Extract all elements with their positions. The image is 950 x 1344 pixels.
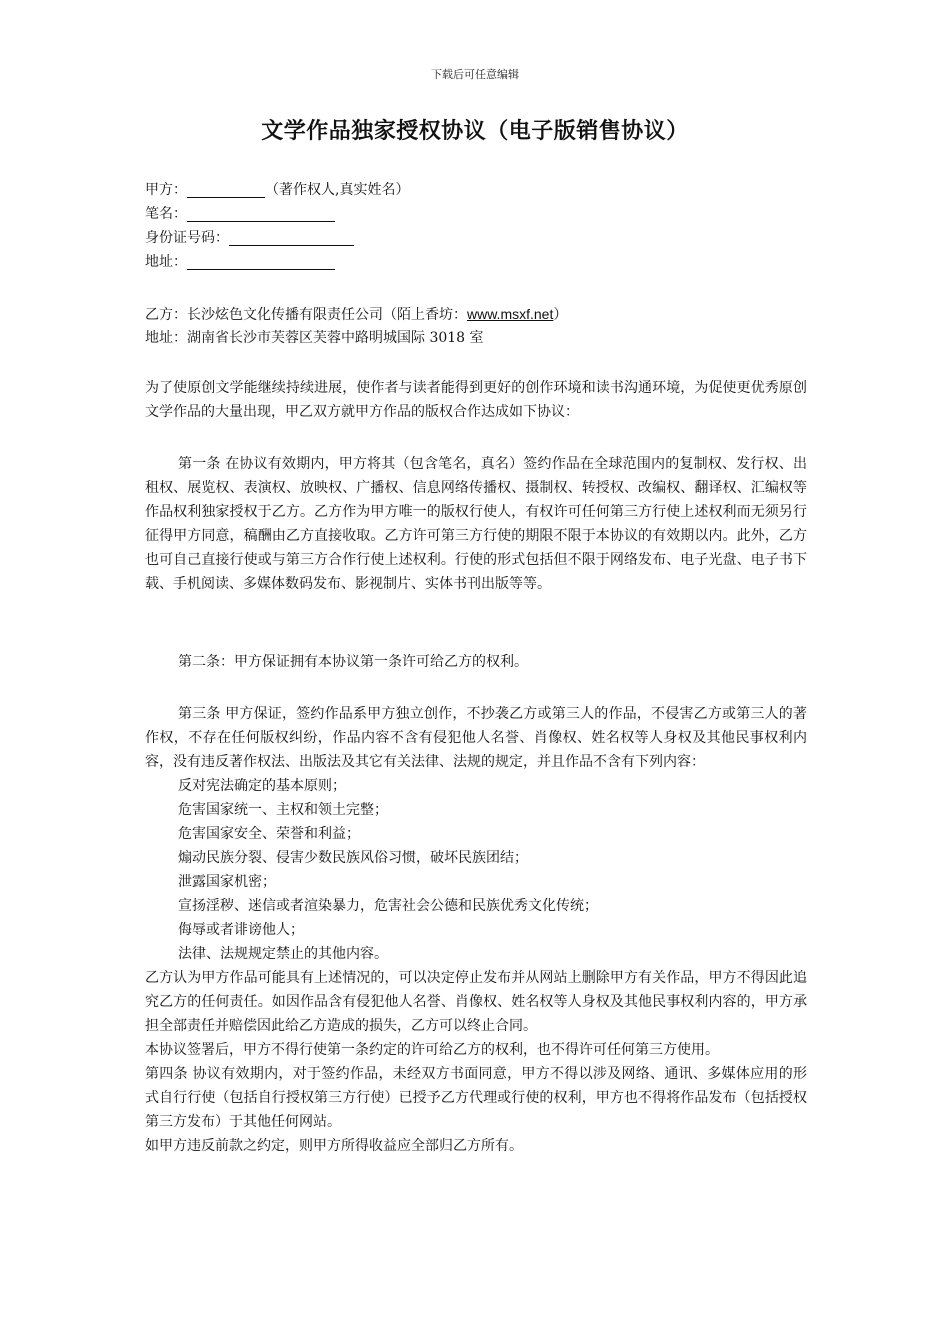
- prohibited-item: 煽动民族分裂、侵害少数民族风俗习惯，破坏民族团结；: [178, 850, 528, 866]
- article-2-paragraph: 第二条：甲方保证拥有本协议第一条许可给乙方的权利。: [178, 654, 528, 670]
- article-1-paragraph: 第一条 在协议有效期内，甲方将其（包含笔名，真名）签约作品在全球范围内的复制权、发行权、出租权、展览权、表演权、放映权、广播权、信息网络传播权、摄制权、转授权、改编权、翻译权、汇编权等作品权利独家授权于乙方。乙方作为甲方唯一的版权行使人，有权许可任何第三方行使上述权利而无须另行征得甲方同意，稿酬由乙方直接收取。乙方许可第三方行使的期限不限于本协议的有效期以内。此外，乙方也可自己直接行使或与第三方合作行使上述权利。行使的形式包括但不限于网络发布、电子光盘、电子书下载、手机阅读、多媒体数码发布、影视制片、实体书刊出版等等。: [145, 456, 807, 592]
- document-title: 文学作品独家授权协议（电子版销售协议）: [261, 118, 689, 144]
- id-number-label: 身份证号码：: [145, 230, 229, 246]
- article-2-section: [145, 650, 807, 674]
- article-3-section: [145, 702, 807, 1158]
- party-a-name-line: [145, 178, 807, 202]
- party-b-line: [145, 302, 807, 326]
- pen-name-label: 笔名：: [145, 206, 187, 222]
- prohibited-item: 危害国家安全、荣誉和利益；: [178, 826, 360, 842]
- article-3-consequence: 乙方认为甲方作品可能具有上述情况的，可以决定停止发布并从网站上删除甲方有关作品，甲方不得因此追究乙方的任何责任。如因作品含有侵犯他人名誉、肖像权、姓名权等人身权及其他民事权利内容的，甲方承担全部责任并赔偿因此给乙方造成的损失，乙方可以终止合同。: [145, 970, 807, 1034]
- prohibited-item: 危害国家统一、主权和领土完整；: [178, 802, 388, 818]
- party-b-company-end: ）: [553, 307, 568, 323]
- article-4-paragraph: 第四条 协议有效期内，对于签约作品，未经双方书面同意，甲方不得以涉及网络、通讯、多媒体应用的形式自行行使（包括自行授权第三方行使）已授予乙方代理或行使的权利，甲方也不得将作品发布（包括授权第三方发布）于其他任何网站。: [145, 1066, 807, 1130]
- party-b-company: 长沙炫色文化传播有限责任公司（陌上香坊：: [187, 307, 467, 323]
- prohibited-item: 反对宪法确定的基本原则；: [178, 778, 346, 794]
- party-b-address: 地址：湖南省长沙市芙蓉区芙蓉中路明城国际 3018 室: [145, 330, 484, 346]
- party-a-label: 甲方：: [145, 182, 187, 198]
- article-3-paragraph: 第三条 甲方保证，签约作品系甲方独立创作，不抄袭乙方或第三人的作品，不侵害乙方或第三人的著作权，不存在任何版权纠纷，作品内容不含有侵犯他人名誉、肖像权、姓名权等人身权及其他民事权利内容，没有违反著作权法、出版法及其它有关法律、法规的规定，并且作品不含有下列内容：: [145, 706, 807, 770]
- party-a-address-line: [145, 250, 807, 274]
- pen-name-blank[interactable]: [187, 204, 335, 222]
- party-a-note: （著作权人,真实姓名）: [265, 182, 410, 198]
- website-link[interactable]: www.msxf.net: [467, 306, 554, 322]
- article-1-section: [145, 452, 807, 596]
- party-a-address-blank[interactable]: [187, 252, 335, 270]
- id-number-blank[interactable]: [229, 228, 354, 246]
- intro-paragraph: 为了使原创文学能继续持续进展，使作者与读者能得到更好的创作环境和读书沟通环境，为促使更优秀原创文学作品的大量出现，甲乙双方就甲方作品的版权合作达成如下协议：: [145, 380, 807, 420]
- party-a-section: [145, 178, 807, 274]
- pen-name-line: [145, 202, 807, 226]
- party-a-address-label: 地址：: [145, 254, 187, 270]
- violation-paragraph: 如甲方违反前款之约定，则甲方所得收益应全部归乙方所有。: [145, 1138, 523, 1154]
- after-signing-paragraph: 本协议签署后，甲方不得行使第一条约定的许可给乙方的权利，也不得许可任何第三方使用。: [145, 1042, 719, 1058]
- prohibited-item: 宣扬淫秽、迷信或者渲染暴力，危害社会公德和民族优秀文化传统；: [178, 898, 598, 914]
- prohibited-item: 泄露国家机密；: [178, 874, 276, 890]
- party-b-section: [145, 302, 807, 350]
- prohibited-item: 侮辱或者诽谤他人；: [178, 922, 304, 938]
- party-b-label: 乙方：: [145, 307, 187, 323]
- id-number-line: [145, 226, 807, 250]
- prohibited-item: 法律、法规规定禁止的其他内容。: [178, 946, 388, 962]
- party-a-name-blank[interactable]: [187, 180, 265, 198]
- intro-section: [145, 376, 807, 424]
- header-note: 下载后可任意编辑: [431, 68, 519, 81]
